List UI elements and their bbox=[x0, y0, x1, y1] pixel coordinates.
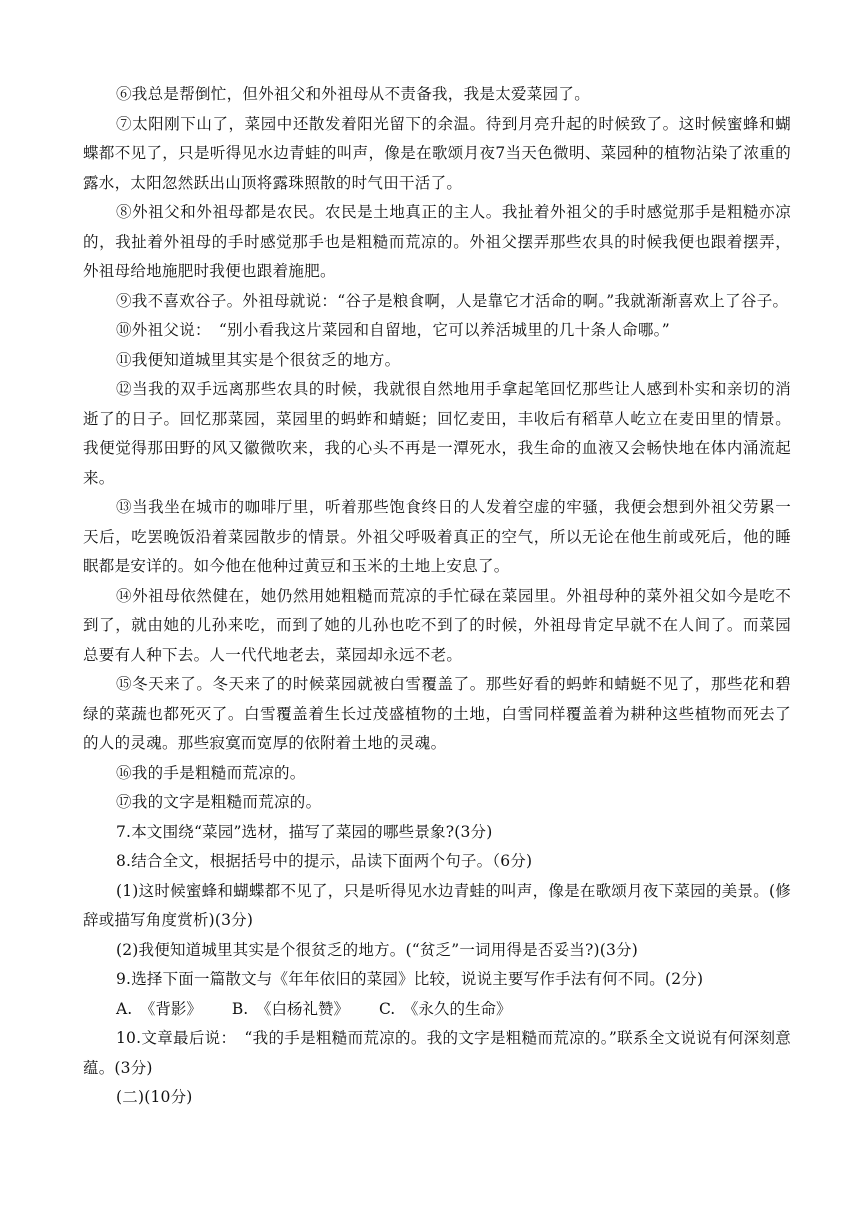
paragraph-17: ⑰我的文字是粗糙而荒凉的。 bbox=[116, 793, 322, 811]
option-c: C. 《永久的生命》 bbox=[378, 999, 512, 1018]
question-9: 9.选择下面一篇散文与《年年依旧的菜园》比较，说说主要写作手法有何不同。(2分) bbox=[116, 970, 704, 988]
paragraph-16: ⑯我的手是粗糙而荒凉的。 bbox=[116, 763, 306, 782]
paragraph-13: ⑬当我坐在城市的咖啡厅里，听着那些饱食终日的人发着空虚的牢骚，我便会想到外祖父劳累一天后，吃罢晚饭沿着菜园散步的情景。外祖父呼吸着真正的空气，所以无论在他生前或死后，他的睡眠都是安详的。如今他在他种过黄豆和玉米的土地上安息了。 bbox=[83, 498, 791, 575]
question-10: 10.文章最后说： “我的手是粗糙而荒凉的。我的文字是粗糙而荒凉的。”联系全文说说有何深刻意蕴。(3分) bbox=[83, 1029, 791, 1077]
paragraph-14: ⑭外祖母依然健在，她仍然用她粗糙而荒凉的手忙碌在菜园里。外祖母种的菜外祖父如今是吃不到了，就由她的儿孙来吃，而到了她的儿孙也吃不到了的时候，外祖母肯定早就不在人间了。而菜园总要有人种下去。人一代代地老去，菜园却永远不老。 bbox=[83, 586, 791, 664]
paragraph-7: ⑦太阳刚下山了，菜园中还散发着阳光留下的余温。待到月亮升起的时候致了。这时候蜜蜂和蝴蝶都不见了，只是听得见水边青蛙的叫声，像是在歌颂月夜7当天色微明、菜园种的植物沾染了浓重的露水，太阳忽然跃出山顶将露珠照散的时气田干活了。 bbox=[83, 114, 791, 192]
paragraph-15: ⑮冬天来了。冬天来了的时候菜园就被白雪覆盖了。那些好看的蚂蚱和蜻蜓不见了，那些花和碧绿的菜蔬也都死灭了。白雪覆盖着生长过茂盛植物的土地，白雪同样覆盖着为耕种这些植物而死去了的人的灵魂。那些寂寞而宽厚的依附着土地的灵魂。 bbox=[83, 675, 791, 752]
paragraph-11: ⑪我便知道城里其实是个很贫乏的地方。 bbox=[116, 350, 401, 369]
question-8-part-1: (1)这时候蜜蜂和蝴蝶都不见了，只是听得见水边青蛙的叫声，像是在歌颂月夜下菜园的美景。(修辞或描写角度赏析)(3分) bbox=[83, 881, 791, 929]
paragraph-10: ⑩外祖父说： “别小看我这片菜园和自留地，它可以养活城里的几十条人命哪。” bbox=[116, 321, 670, 339]
paragraph-8: ⑧外祖父和外祖母都是农民。农民是土地真正的主人。我扯着外祖父的手时感觉那手是粗糙亦凉的，我扯着外祖母的手时感觉那手也是粗糙而荒凉的。外祖父摆弄那些农具的时候我便也跟着摆弄，外祖母给地施肥时我便也跟着施肥。 bbox=[83, 203, 791, 280]
question-8: 8.结合全文，根据括号中的提示，品读下面两个句子。（6分) bbox=[116, 852, 533, 870]
question-8-part-2: (2)我便知道城里其实是个很贫乏的地方。(“贫乏”一词用得是否妥当?)(3分) bbox=[116, 940, 638, 959]
paragraph-9: ⑨我不喜欢谷子。外祖母就说：“谷子是粮食啊，人是靠它才活命的啊。”我就渐渐喜欢上了谷子。 bbox=[116, 291, 789, 310]
document-body bbox=[83, 80, 791, 1113]
question-9-options bbox=[83, 995, 791, 1025]
section-2-heading: (二)(10分) bbox=[116, 1088, 193, 1106]
option-b: B. 《白杨礼赞》 bbox=[231, 999, 349, 1018]
question-7: 7.本文围绕“菜园”选材，描写了菜园的哪些景象?(3分) bbox=[116, 822, 493, 841]
option-a: A. 《背影》 bbox=[116, 999, 202, 1018]
paragraph-6: ⑥我总是帮倒忙，但外祖父和外祖母从不责备我，我是太爱菜园了。 bbox=[116, 85, 591, 103]
paragraph-12: ⑫当我的双手远离那些农具的时候，我就很自然地用手拿起笔回忆那些让人感到朴实和亲切的消逝了的日子。回忆那菜园，菜园里的蚂蚱和蜻蜓；回忆麦田，丰收后有稻草人屹立在麦田里的情景。我便觉得那田野的风又徽微吹来，我的心头不再是一潭死水，我生命的血液又会畅快地在体内涌流起来。 bbox=[83, 380, 791, 487]
